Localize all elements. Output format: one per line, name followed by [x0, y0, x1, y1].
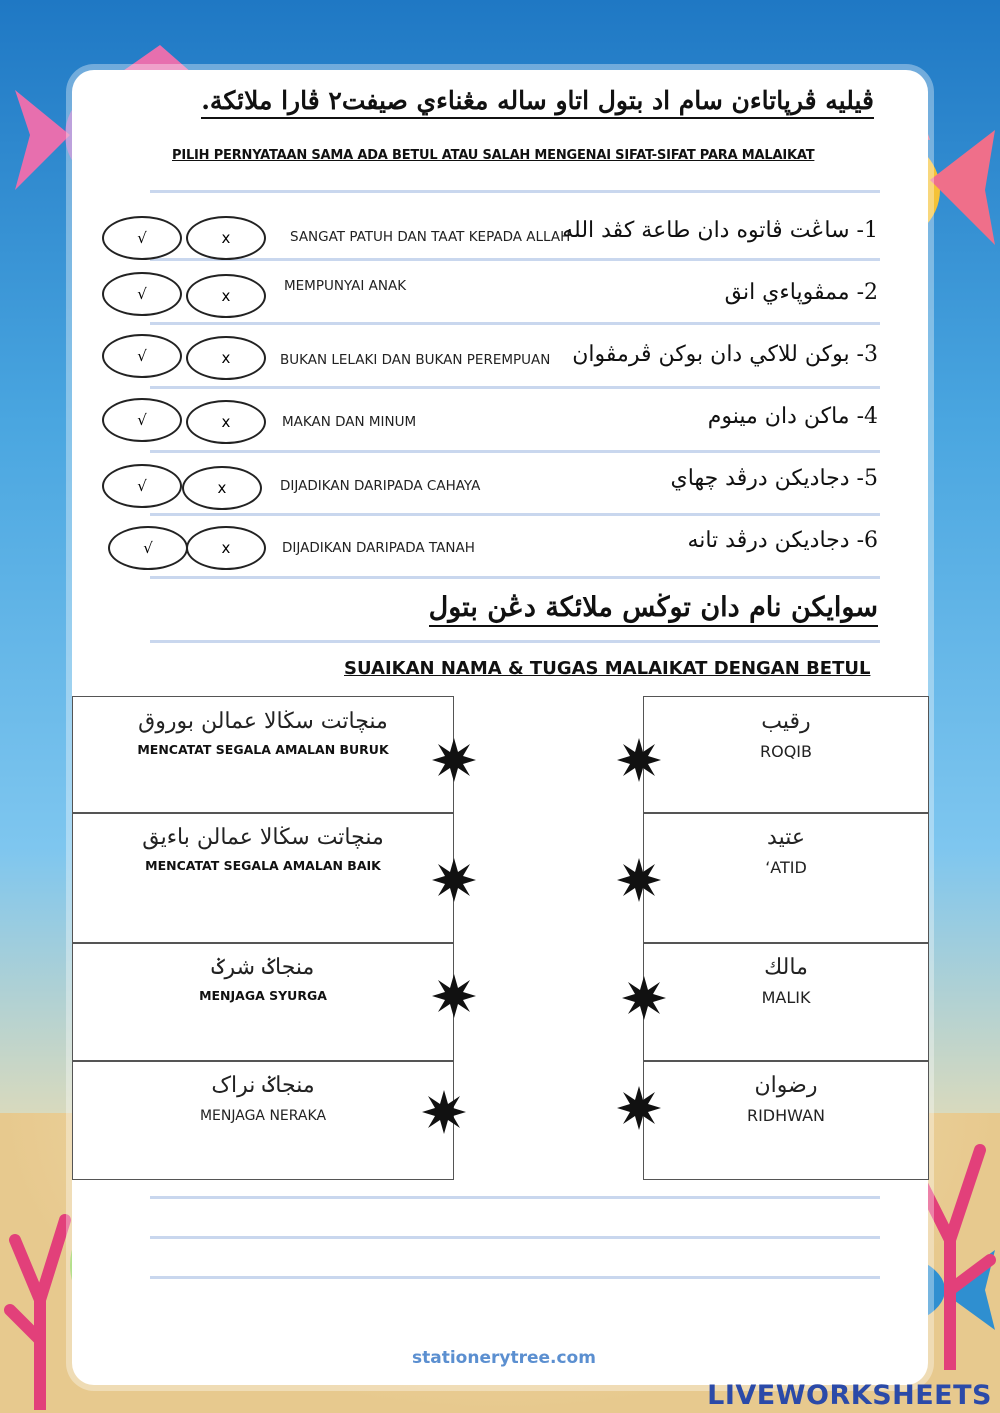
section2-title-jawi: سوايكن نام دان توڬس ملائكة دڠن بتول	[429, 592, 878, 627]
false-option[interactable]: x	[186, 336, 266, 380]
ruled-line	[150, 1276, 880, 1279]
task-box	[72, 942, 454, 1062]
statement-latin: DIJADIKAN DARIPADA CAHAYA	[280, 478, 481, 494]
angel-box	[643, 942, 929, 1062]
statement-jawi: 2- ممڤوڽاءي انق	[724, 280, 878, 305]
ruled-line	[150, 576, 880, 579]
angel-latin: RIDHWAN	[746, 1106, 826, 1125]
task-connector-star-icon[interactable]	[432, 858, 476, 902]
coral-left-icon	[0, 1180, 80, 1410]
statement-latin: MAKAN DAN MINUM	[282, 414, 417, 430]
angel-jawi: عتيد	[767, 825, 805, 850]
ruled-line	[150, 640, 880, 643]
liveworksheets-watermark: LIVEWORKSHEETS	[707, 1380, 992, 1411]
angel-latin: ‘ATID	[765, 858, 807, 877]
task-latin: MENCATAT SEGALA AMALAN BAIK	[145, 858, 381, 873]
statement-latin: DIJADIKAN DARIPADA TANAH	[282, 540, 475, 556]
angel-jawi: رقيب	[761, 709, 811, 734]
task-box	[72, 1060, 454, 1180]
false-option[interactable]: x	[186, 216, 266, 260]
task-jawi: منجاݢ نراک	[211, 1073, 315, 1098]
statement-jawi: 5- دجاديكن درڤد چهاي	[670, 466, 878, 491]
angel-jawi: مالك	[764, 955, 808, 980]
ruled-line	[150, 1196, 880, 1199]
task-latin: MENCATAT SEGALA AMALAN BURUK	[137, 742, 389, 757]
ruled-line	[150, 258, 880, 261]
task-jawi: منچاتت سڬالا عمالن باءيق	[142, 825, 384, 850]
angel-box	[643, 696, 929, 814]
task-jawi: منچاتت سڬالا عمالن بوروق	[138, 709, 388, 734]
section2-title-latin: SUAIKAN NAMA & TUGAS MALAIKAT DENGAN BETUL	[344, 658, 871, 679]
angel-latin: MALIK	[761, 988, 811, 1007]
statement-jawi: 1- ساڠت ڤاتوه دان طاعة كڤد الله	[562, 218, 878, 243]
ruled-line	[150, 190, 880, 193]
statement-latin: BUKAN LELAKI DAN BUKAN PEREMPUAN	[280, 352, 551, 368]
statement-latin: MEMPUNYAI ANAK	[284, 278, 407, 294]
task-connector-star-icon[interactable]	[432, 738, 476, 782]
angel-connector-star-icon[interactable]	[617, 858, 661, 902]
ruled-line	[150, 1236, 880, 1239]
statement-jawi: 3- بوكن للاكي دان بوكن ڤرمڤوان	[572, 342, 878, 367]
true-option[interactable]: √	[102, 398, 182, 442]
ruled-line	[150, 322, 880, 325]
true-option[interactable]: √	[102, 272, 182, 316]
false-option[interactable]: x	[182, 466, 262, 510]
angel-box	[643, 812, 929, 944]
ruled-line	[150, 513, 880, 516]
true-option[interactable]: √	[108, 526, 188, 570]
false-option[interactable]: x	[186, 274, 266, 318]
statement-jawi: 6- دجاديكن درڤد تانه	[687, 528, 878, 553]
task-latin: MENJAGA SYURGA	[199, 988, 327, 1003]
true-option[interactable]: √	[102, 216, 182, 260]
angel-connector-star-icon[interactable]	[617, 1086, 661, 1130]
instruction-latin: PILIH PERNYATAAN SAMA ADA BETUL ATAU SALAH MENGENAI SIFAT-SIFAT PARA MALAIKAT	[172, 148, 815, 163]
task-box	[72, 812, 454, 944]
false-option[interactable]: x	[186, 400, 266, 444]
ruled-line	[150, 450, 880, 453]
task-jawi: منجاݢ شرݢ	[211, 955, 315, 980]
angel-connector-star-icon[interactable]	[622, 976, 666, 1020]
angel-connector-star-icon[interactable]	[617, 738, 661, 782]
task-connector-star-icon[interactable]	[422, 1090, 466, 1134]
false-option[interactable]: x	[186, 526, 266, 570]
angel-jawi: رضوان	[754, 1073, 818, 1098]
statement-jawi: 4- ماكن دان مينوم	[707, 404, 878, 429]
statement-latin: SANGAT PATUH DAN TAAT KEPADA ALLAH	[290, 229, 571, 245]
true-option[interactable]: √	[102, 464, 182, 508]
ruled-line	[150, 386, 880, 389]
task-box	[72, 696, 454, 814]
footer-site: stationerytree.com	[412, 1348, 596, 1368]
true-option[interactable]: √	[102, 334, 182, 378]
title-jawi: ڤيليه ڤرڽاتاءن سام اد بتول اتاو ساله مڠناءي صيفت٢ ڤارا ملائكة.	[201, 86, 874, 119]
angel-box	[643, 1060, 929, 1180]
task-latin: MENJAGA NERAKA	[199, 1108, 327, 1124]
task-connector-star-icon[interactable]	[432, 974, 476, 1018]
angel-latin: ROQIB	[760, 742, 812, 761]
